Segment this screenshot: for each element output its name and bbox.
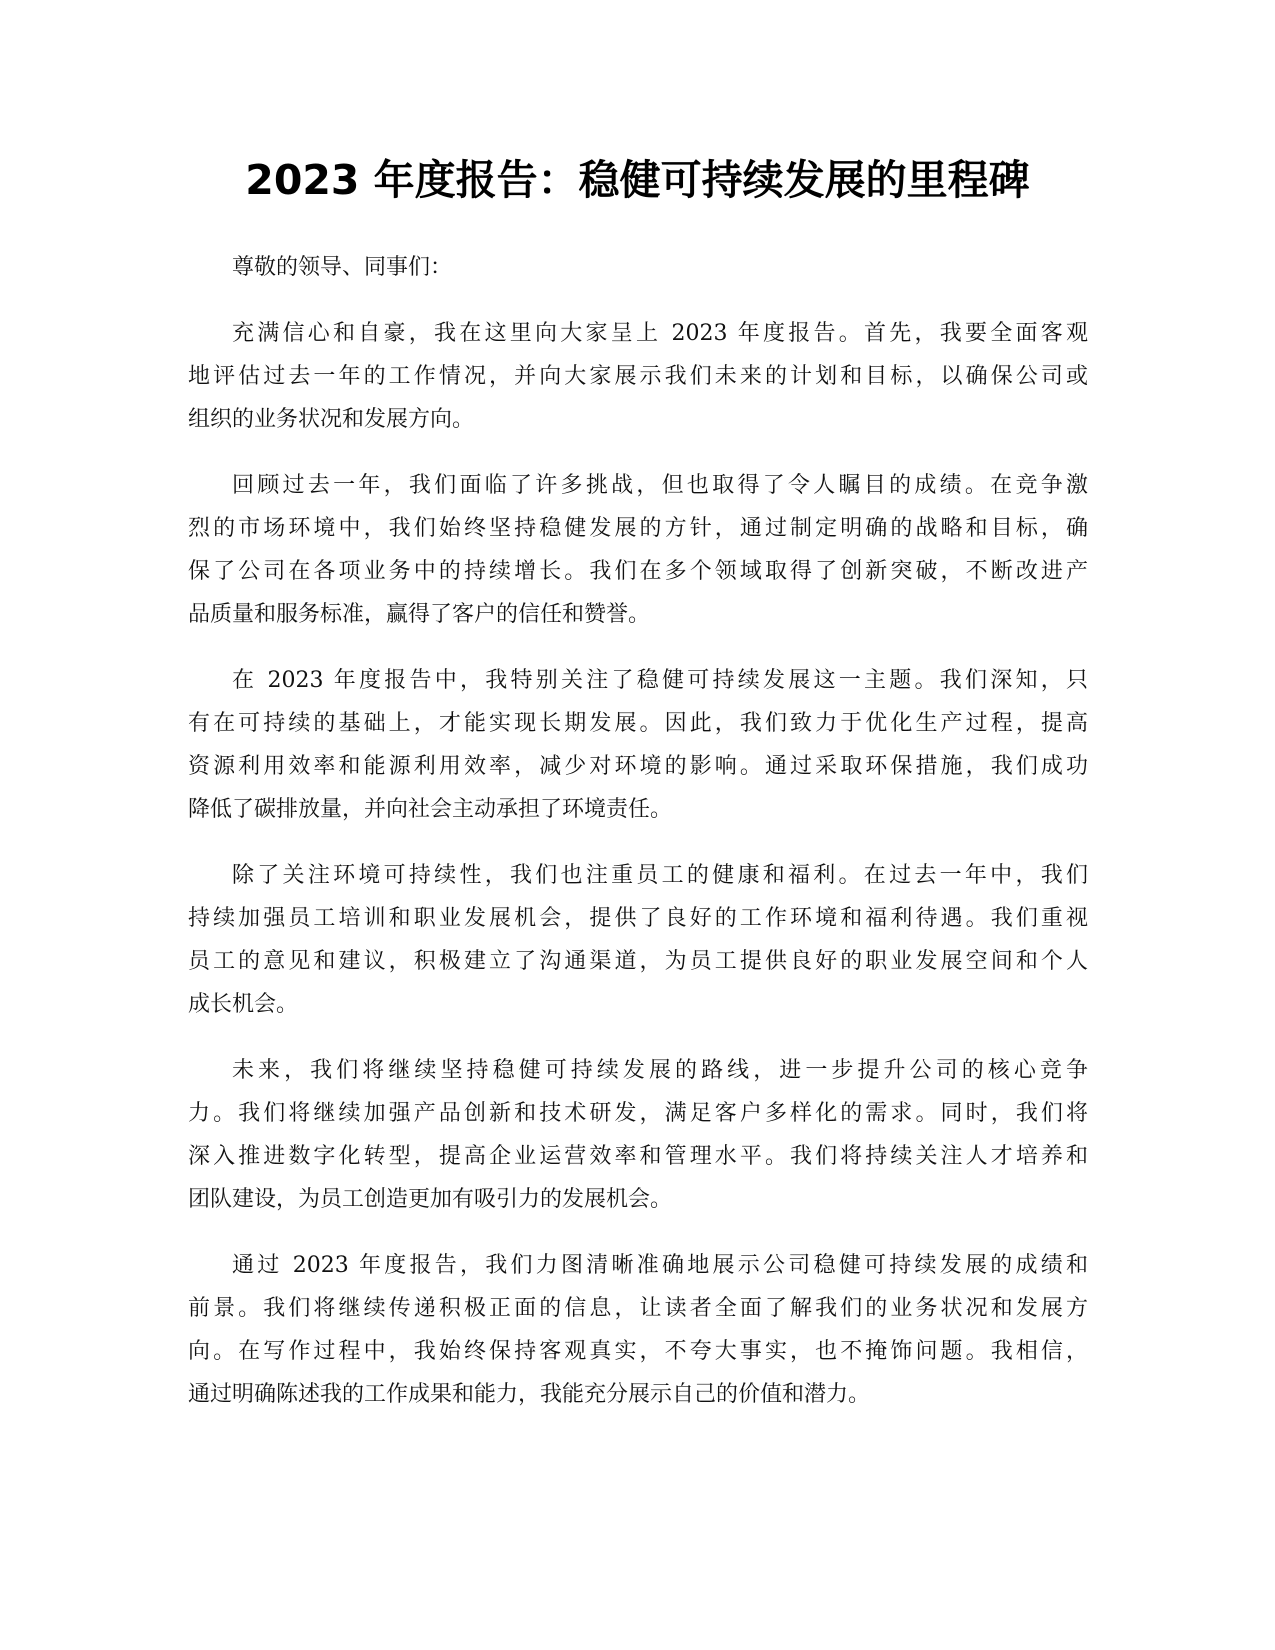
paragraph-line: 深入推进数字化转型，提高企业运营效率和管理水平。我们将持续关注人才培养和 <box>188 1144 1088 1169</box>
paragraph-line: 有在可持续的基础上，才能实现长期发展。因此，我们致力于优化生产过程，提高 <box>188 711 1088 736</box>
greeting: 尊敬的领导、同事们： <box>232 255 453 280</box>
paragraph-line: 未来，我们将继续坚持稳健可持续发展的路线，进一步提升公司的核心竞争 <box>232 1058 1088 1083</box>
paragraph <box>188 659 1088 831</box>
paragraph-line: 降低了碳排放量，并向社会主动承担了环境责任。 <box>188 797 673 822</box>
paragraph-line: 力。我们将继续加强产品创新和技术研发，满足客户多样化的需求。同时，我们将 <box>188 1101 1088 1126</box>
paragraph-line: 团队建设，为员工创造更加有吸引力的发展机会。 <box>188 1187 673 1212</box>
paragraph-line: 保了公司在各项业务中的持续增长。我们在多个领域取得了创新突破，不断改进产 <box>188 559 1088 584</box>
paragraph-line: 向。在写作过程中，我始终保持客观真实，不夸大事实，也不掩饰问题。我相信， <box>188 1339 1088 1364</box>
paragraph-line: 持续加强员工培训和职业发展机会，提供了良好的工作环境和福利待遇。我们重视 <box>188 906 1088 931</box>
document-title: 2023 年度报告：稳健可持续发展的里程碑 <box>245 156 1030 204</box>
paragraph-line: 烈的市场环境中，我们始终坚持稳健发展的方针，通过制定明确的战略和目标，确 <box>188 516 1088 541</box>
paragraph <box>188 312 1088 441</box>
paragraph-line: 回顾过去一年，我们面临了许多挑战，但也取得了令人瞩目的成绩。在竞争激 <box>232 473 1088 498</box>
paragraph-line: 通过 2023 年度报告，我们力图清晰准确地展示公司稳健可持续发展的成绩和 <box>232 1253 1088 1278</box>
paragraph <box>188 1244 1088 1416</box>
paragraph-line: 在 2023 年度报告中，我特别关注了稳健可持续发展这一主题。我们深知，只 <box>232 668 1088 693</box>
paragraph-line: 除了关注环境可持续性，我们也注重员工的健康和福利。在过去一年中，我们 <box>232 863 1088 888</box>
paragraph-line: 品质量和服务标准，赢得了客户的信任和赞誉。 <box>188 602 651 627</box>
paragraph-line: 组织的业务状况和发展方向。 <box>188 407 475 432</box>
paragraph-line: 充满信心和自豪，我在这里向大家呈上 2023 年度报告。首先，我要全面客观 <box>232 321 1088 346</box>
paragraph-line: 员工的意见和建议，积极建立了沟通渠道，为员工提供良好的职业发展空间和个人 <box>188 949 1088 974</box>
paragraph-line: 资源利用效率和能源利用效率，减少对环境的影响。通过采取环保措施，我们成功 <box>188 754 1088 779</box>
paragraph-line: 成长机会。 <box>188 992 299 1017</box>
paragraph <box>188 1049 1088 1221</box>
paragraph <box>188 854 1088 1026</box>
paragraph <box>188 464 1088 636</box>
document-body <box>188 246 1088 1439</box>
paragraph-line: 通过明确陈述我的工作成果和能力，我能充分展示自己的价值和潜力。 <box>188 1382 871 1407</box>
paragraph-line: 地评估过去一年的工作情况，并向大家展示我们未来的计划和目标，以确保公司或 <box>188 364 1088 389</box>
paragraph-line: 前景。我们将继续传递积极正面的信息，让读者全面了解我们的业务状况和发展方 <box>188 1296 1088 1321</box>
